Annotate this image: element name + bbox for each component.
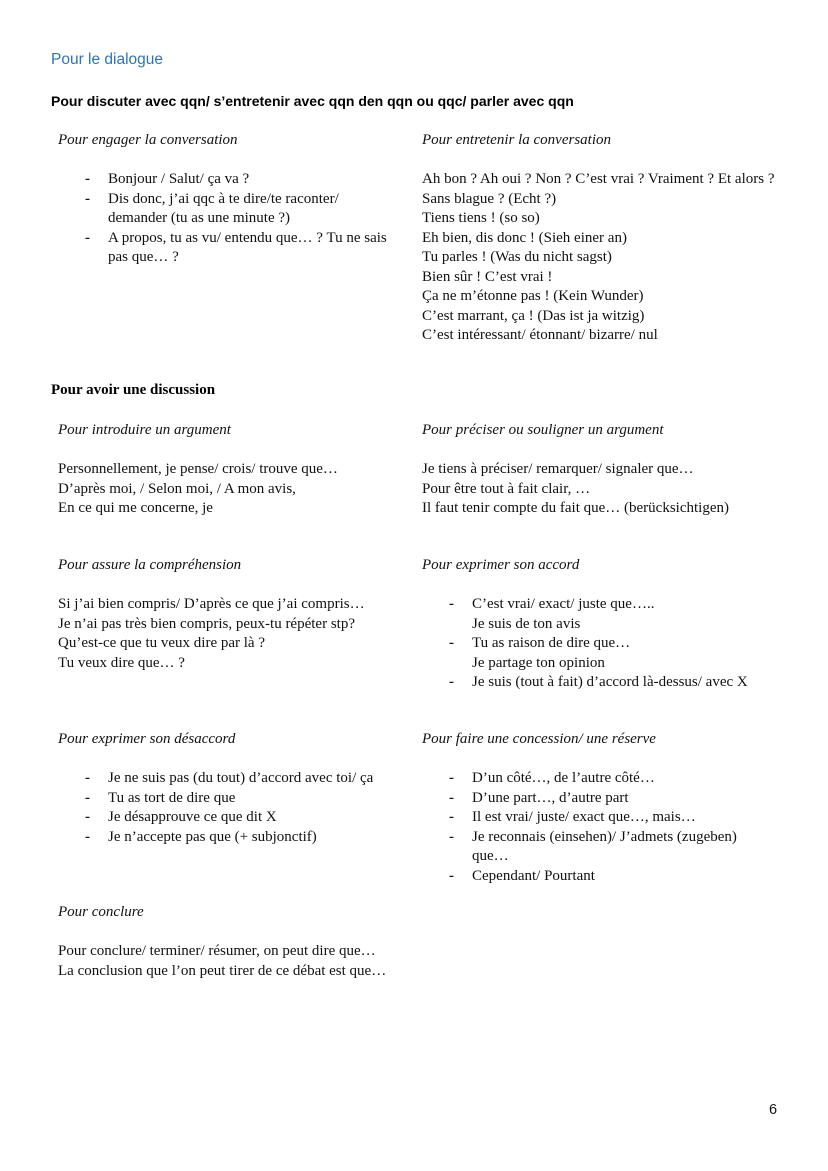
list-item: - Cependant/ Pourtant <box>422 867 774 887</box>
list-item: - Je suis (tout à fait) d’accord là-dessus/ avec X <box>422 673 772 693</box>
list-item: - Tu as raison de dire que… <box>422 634 772 654</box>
list-item: - D’une part…, d’autre part <box>422 789 774 809</box>
subheading-accord: Pour exprimer son accord <box>422 557 580 573</box>
subheading-conclure: Pour conclure <box>58 904 144 920</box>
list-item: - Bonjour / Salut/ ça va ? <box>58 170 398 190</box>
block-comprehension <box>58 556 408 673</box>
block-engager <box>58 131 408 268</box>
page-heading: Pour le dialogue <box>51 51 164 68</box>
list-item: En ce qui me concerne, je <box>58 500 213 516</box>
list-item: - Dis donc, j’ai qqc à te dire/te raconter/ demander (tu as une minute ?) <box>58 190 398 229</box>
list-item: D’après moi, / Selon moi, / A mon avis, <box>58 480 296 497</box>
list-item: Je tiens à préciser/ remarquer/ signaler que… <box>422 461 694 477</box>
list-item: - A propos, tu as vu/ entendu que… ? Tu ne sais pas que… ? <box>58 229 398 268</box>
list-item: Ah bon ? Ah oui ? Non ? C’est vrai ? Vraiment ? Et alors ? <box>422 171 775 187</box>
block-introduire <box>58 421 408 519</box>
subheading-comprehension: Pour assure la compréhension <box>58 557 242 573</box>
list-item: Je partage ton opinion <box>472 654 605 671</box>
list-item: Tiens tiens ! (so so) <box>422 210 540 226</box>
list-item: - Tu as tort de dire que <box>58 789 408 809</box>
list-item: - Je n’accepte pas que (+ subjonctif) <box>58 828 408 848</box>
page-number: 6 <box>769 1102 778 1118</box>
list-item: Personnellement, je pense/ crois/ trouve que… <box>58 461 338 477</box>
block-desaccord <box>58 730 408 847</box>
block-accord <box>422 556 780 693</box>
list-item: Pour conclure/ terminer/ résumer, on peut dire que… <box>58 943 376 959</box>
section-heading-discussion: Pour avoir une discussion <box>51 382 216 398</box>
list-item: C’est marrant, ça ! (Das ist ja witzig) <box>422 307 645 324</box>
list-item: - D’un côté…, de l’autre côté… <box>422 769 774 789</box>
list-item: Eh bien, dis donc ! (Sieh einer an) <box>422 229 627 246</box>
list-item: - C’est vrai/ exact/ juste que….. <box>422 595 772 615</box>
section-heading-discuter: Pour discuter avec qqn/ s’entretenir avec qqn den qqn ou qqc/ parler avec qqn <box>51 93 574 109</box>
list-item: Ça ne m’étonne pas ! (Kein Wunder) <box>422 288 644 304</box>
subheading-preciser: Pour préciser ou souligner un argument <box>422 422 664 438</box>
list-item: La conclusion que l’on peut tirer de ce débat est que… <box>58 962 387 979</box>
list-item: - Je reconnais (einsehen)/ J’admets (zugeben) que… <box>422 828 774 867</box>
list-item: C’est intéressant/ étonnant/ bizarre/ nul <box>422 327 658 343</box>
list-item: Je suis de ton avis <box>472 615 581 632</box>
subheading-introduire: Pour introduire un argument <box>58 422 231 438</box>
list-item: Il faut tenir compte du fait que… (berücksichtigen) <box>422 500 729 516</box>
subheading-entretenir: Pour entretenir la conversation <box>422 132 611 148</box>
list-item: Qu’est-ce que tu veux dire par là ? <box>58 635 265 651</box>
list-item: Pour être tout à fait clair, … <box>422 480 591 497</box>
list-item: Tu veux dire que… ? <box>58 654 185 671</box>
block-conclure <box>58 903 398 981</box>
list-item: Si j’ai bien compris/ D’après ce que j’ai compris… <box>58 596 365 612</box>
list-item: - Je ne suis pas (du tout) d’accord avec toi/ ça <box>58 769 408 789</box>
subheading-desaccord: Pour exprimer son désaccord <box>58 731 236 747</box>
list-item: - Je désapprouve ce que dit X <box>58 808 408 828</box>
subheading-concession: Pour faire une concession/ une réserve <box>422 731 656 747</box>
list-item: Tu parles ! (Was du nicht sagst) <box>422 249 612 265</box>
block-concession <box>422 730 780 886</box>
list-item: Bien sûr ! C’est vrai ! <box>422 268 553 285</box>
list-item: Sans blague ? (Echt ?) <box>422 190 557 207</box>
subheading-engager: Pour engager la conversation <box>58 132 238 148</box>
block-preciser <box>422 421 780 519</box>
list-item: Je n’ai pas très bien compris, peux-tu répéter stp? <box>58 615 355 632</box>
block-entretenir <box>422 131 780 346</box>
list-item: - Il est vrai/ juste/ exact que…, mais… <box>422 808 774 828</box>
